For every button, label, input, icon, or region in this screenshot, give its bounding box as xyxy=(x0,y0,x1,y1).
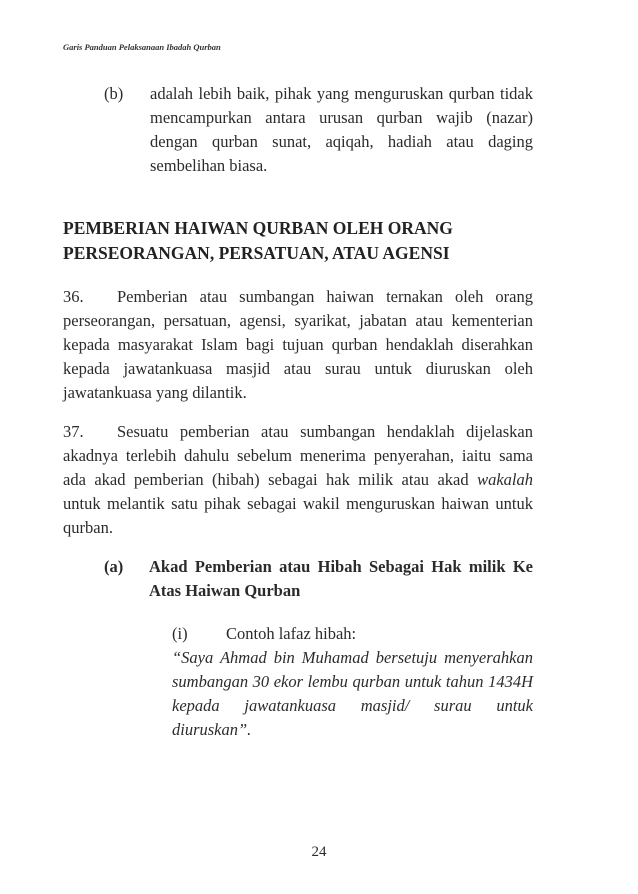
paragraph-37-number: 37. xyxy=(63,422,84,441)
paragraph-36 xyxy=(63,285,533,405)
subsection-i-heading: Contoh lafaz hibah: xyxy=(226,624,357,643)
section-heading xyxy=(63,216,543,266)
subsection-a-title: Akad Pemberian atau Hibah Sebagai Hak milik Ke Atas Haiwan Qurban xyxy=(149,557,533,600)
paragraph-b-label: (b) xyxy=(104,84,124,103)
page-number: 24 xyxy=(311,844,327,860)
subsection-a xyxy=(104,555,533,603)
section-heading-line-1: PEMBERIAN HAIWAN QURBAN OLEH ORANG xyxy=(63,218,453,238)
paragraph-36-text: Pemberian atau sumbangan haiwan ternakan oleh orang perseorangan, persatuan, agensi, syarikat, jabatan atau kementerian kepada masyarakat Islam bagi tujuan qurban hendaklah diserahkan kepada jawatankuasa masjid atau surau untuk diuruskan oleh jawatankuasa yang dilantik. xyxy=(63,287,533,402)
paragraph-37-wakalah: wakalah xyxy=(477,470,533,489)
paragraph-37-text-end: untuk melantik satu pihak sebagai wakil menguruskan haiwan untuk qurban. xyxy=(63,494,533,537)
paragraph-36-number: 36. xyxy=(63,287,84,306)
running-header: Garis Panduan Pelaksanaan Ibadah Qurban xyxy=(63,42,221,52)
paragraph-b xyxy=(63,82,533,178)
hibah-example-quote: “Saya Ahmad bin Muhamad bersetuju menyerahkan sumbangan 30 ekor lembu qurban untuk tahun 1434H kepada jawatankuasa masjid/ surau untuk diuruskan”. xyxy=(172,648,533,739)
subsection-i-heading-row xyxy=(172,622,533,646)
paragraph-37-text-start: Sesuatu pemberian atau sumbangan hendaklah dijelaskan akadnya terlebih dahulu sebelum menerima penyerahan, iaitu sama ada akad pemberian (hibah) sebagai hak milik atau akad xyxy=(63,422,533,489)
subsection-a-label: (a) xyxy=(104,557,124,576)
subsection-i xyxy=(172,622,533,742)
paragraph-37 xyxy=(63,420,533,540)
paragraph-b-text: adalah lebih baik, pihak yang menguruskan qurban tidak mencampurkan antara urusan qurban wajib (nazar) dengan qurban sunat, aqiqah, hadiah atau daging sembelihan biasa. xyxy=(150,84,533,175)
section-heading-line-2: PERSEORANGAN, PERSATUAN, ATAU AGENSI xyxy=(63,243,450,263)
subsection-i-label: (i) xyxy=(172,624,188,643)
